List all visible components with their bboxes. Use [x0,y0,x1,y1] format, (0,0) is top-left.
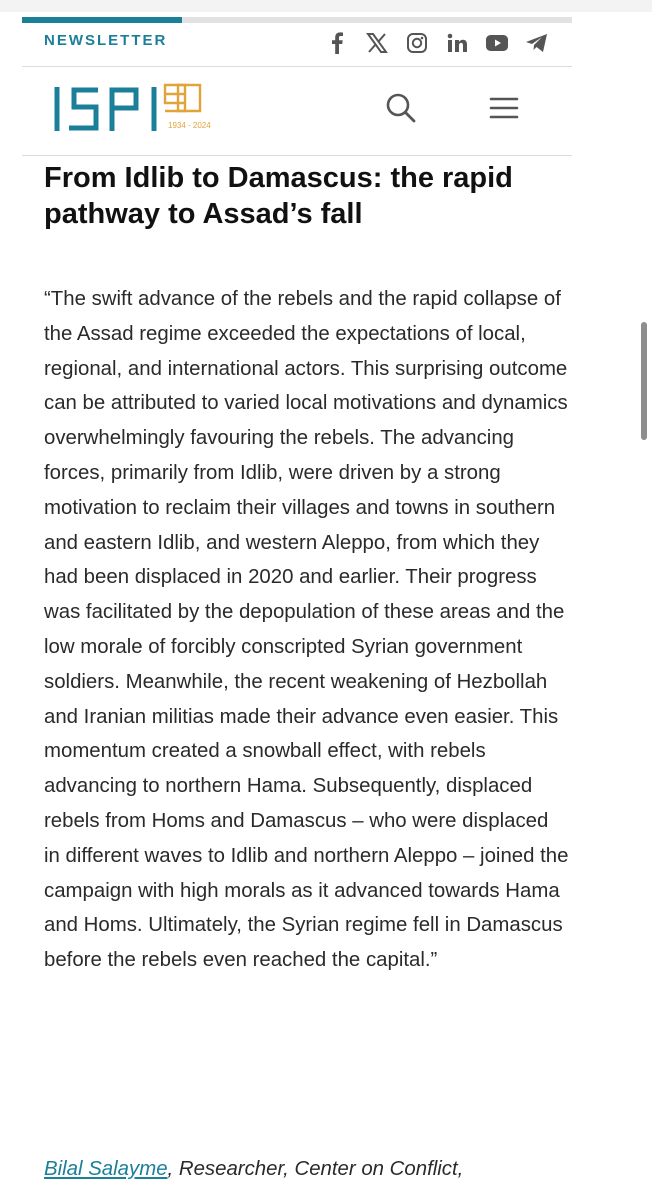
scrollbar-thumb[interactable] [641,322,647,440]
search-icon [385,92,417,124]
article-quote: “The swift advance of the rebels and the rapid collapse of the Assad regime exceeded the expectations of local, regional, and international actors. This surprising outcome can be attributed to varied local motivations and dynamics overwhelmingly favouring the rebels. The advancing forces, primarily from Idlib, were driven by a strong motivation to reclaim their villages and towns in southern and eastern Idlib, and western Aleppo, from which they had been displaced in 2020 and earlier. Their progress was facilitated by the depopulation of these areas and the low morale of forcibly conscripted Syrian government soldiers. Meanwhile, the recent weakening of Hezbollah and Iranian militias made their advance even easier. This momentum created a snowball effect, with rebels advancing to northern Hama. Subsequently, displaced rebels from Homs and Damascus – who were displaced in different waves to Idlib and northern Aleppo – joined the campaign with high morals as it advanced towards Hama and Homs. Ultimately, the Syrian regime fell in Damascus before the rebels even reached the capital.” [44,288,569,972]
linkedin-icon[interactable] [444,30,470,56]
reading-progress-bar [22,17,572,23]
article-title: From Idlib to Damascus: the rapid pathway to Assad’s fall [44,162,513,230]
ispi-logo[interactable] [52,81,211,142]
top-bar [22,28,572,67]
logo-years-text: 1934 - 2024 [168,121,211,130]
social-links [324,30,550,56]
telegram-icon[interactable] [524,30,550,56]
youtube-icon[interactable] [484,30,510,56]
x-icon[interactable] [364,30,390,56]
facebook-icon[interactable] [324,30,350,56]
author-link[interactable]: Bilal Salayme [44,1158,168,1180]
logo-bar [22,67,572,156]
menu-button[interactable] [488,93,520,123]
author-role: , Researcher, Center on Conflict, [167,1158,464,1180]
hamburger-menu-icon [489,96,519,120]
newsletter-link[interactable]: NEWSLETTER [44,32,168,49]
article-byline [44,1152,584,1187]
search-button[interactable] [384,91,418,125]
instagram-icon[interactable] [404,30,430,56]
reading-progress-fill [22,17,182,23]
top-strip [0,0,652,12]
